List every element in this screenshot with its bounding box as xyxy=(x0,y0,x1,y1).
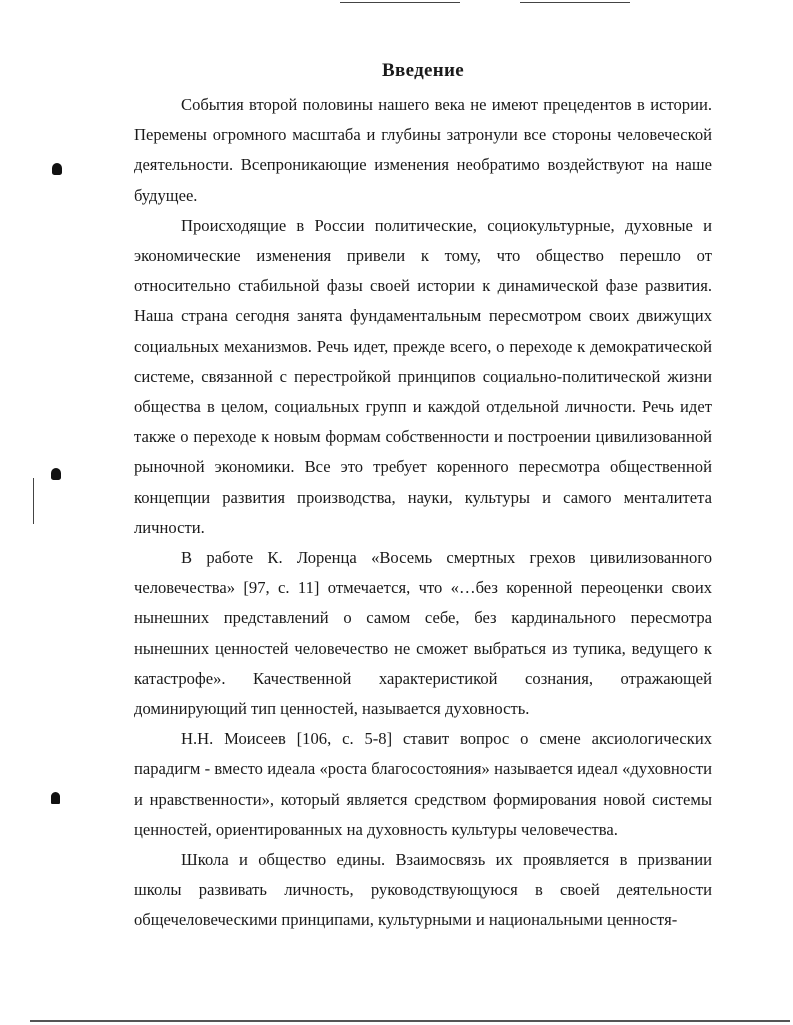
paragraph-2: Происходящие в России политические, социокультурные, духовные и экономические изменения привели к тому, что общество перешло от относительно стабильной фазы своей истории к динамической фазе развития. Наша страна сегодня занята фундаментальным пересмотром своих движущих социальных механизмов. Речь идет, прежде всего, о переходе к демократической системе, связанной с перестройкой принципов социально-политической жизни общества в целом, социальных групп и каждой отдельной личности. Речь идет также о переходе к новым формам собственности и построении цивилизованной рыночной экономики. Все это требует коренного пересмотра общественной концепции развития производства, науки, культуры и самого менталитета личности. xyxy=(134,215,712,537)
binding-hole-mark xyxy=(51,468,61,480)
paragraph-3: В работе К. Лоренца «Восемь смертных грехов цивилизованного человечества» [97, с. 11] отмечается, что «…без коренной переоценки своих нынешних представлений о самом себе, без кардинального пересмотра нынешних ценностей человечество не сможет выбраться из тупика, ведущего к катастрофе». Качественной характеристикой сознания, отражающей доминирующий тип ценностей, называется духовность. xyxy=(134,548,712,719)
document-page xyxy=(134,60,712,936)
scan-artifact-left-edge xyxy=(33,478,34,524)
page-title: Введение xyxy=(382,60,464,81)
paragraph-1: События второй половины нашего века не имеют прецедентов в истории. Перемены огромного масштаба и глубины затронули все стороны человеческой деятельности. Всепроникающие изменения необратимо воздействуют на наше будущее. xyxy=(134,95,712,205)
scan-artifact-top-line xyxy=(340,2,460,3)
scan-artifact-bottom-line xyxy=(30,1020,790,1022)
scan-artifact-top-line xyxy=(520,2,630,3)
binding-hole-mark xyxy=(52,163,62,175)
paragraph-5: Школа и общество едины. Взаимосвязь их проявляется в призвании школы развивать личность, руководствующуюся в своей деятельности общечеловеческими принципами, культурными и национальными ценностя- xyxy=(134,850,712,930)
binding-hole-mark xyxy=(51,792,60,804)
paragraph-4: Н.Н. Моисеев [106, с. 5-8] ставит вопрос о смене аксиологических парадигм - вместо идеала «роста благосостояния» называется идеал «духовности и нравственности», который является средством формирования новой системы ценностей, ориентированных на духовность культуры человечества. xyxy=(134,729,712,839)
